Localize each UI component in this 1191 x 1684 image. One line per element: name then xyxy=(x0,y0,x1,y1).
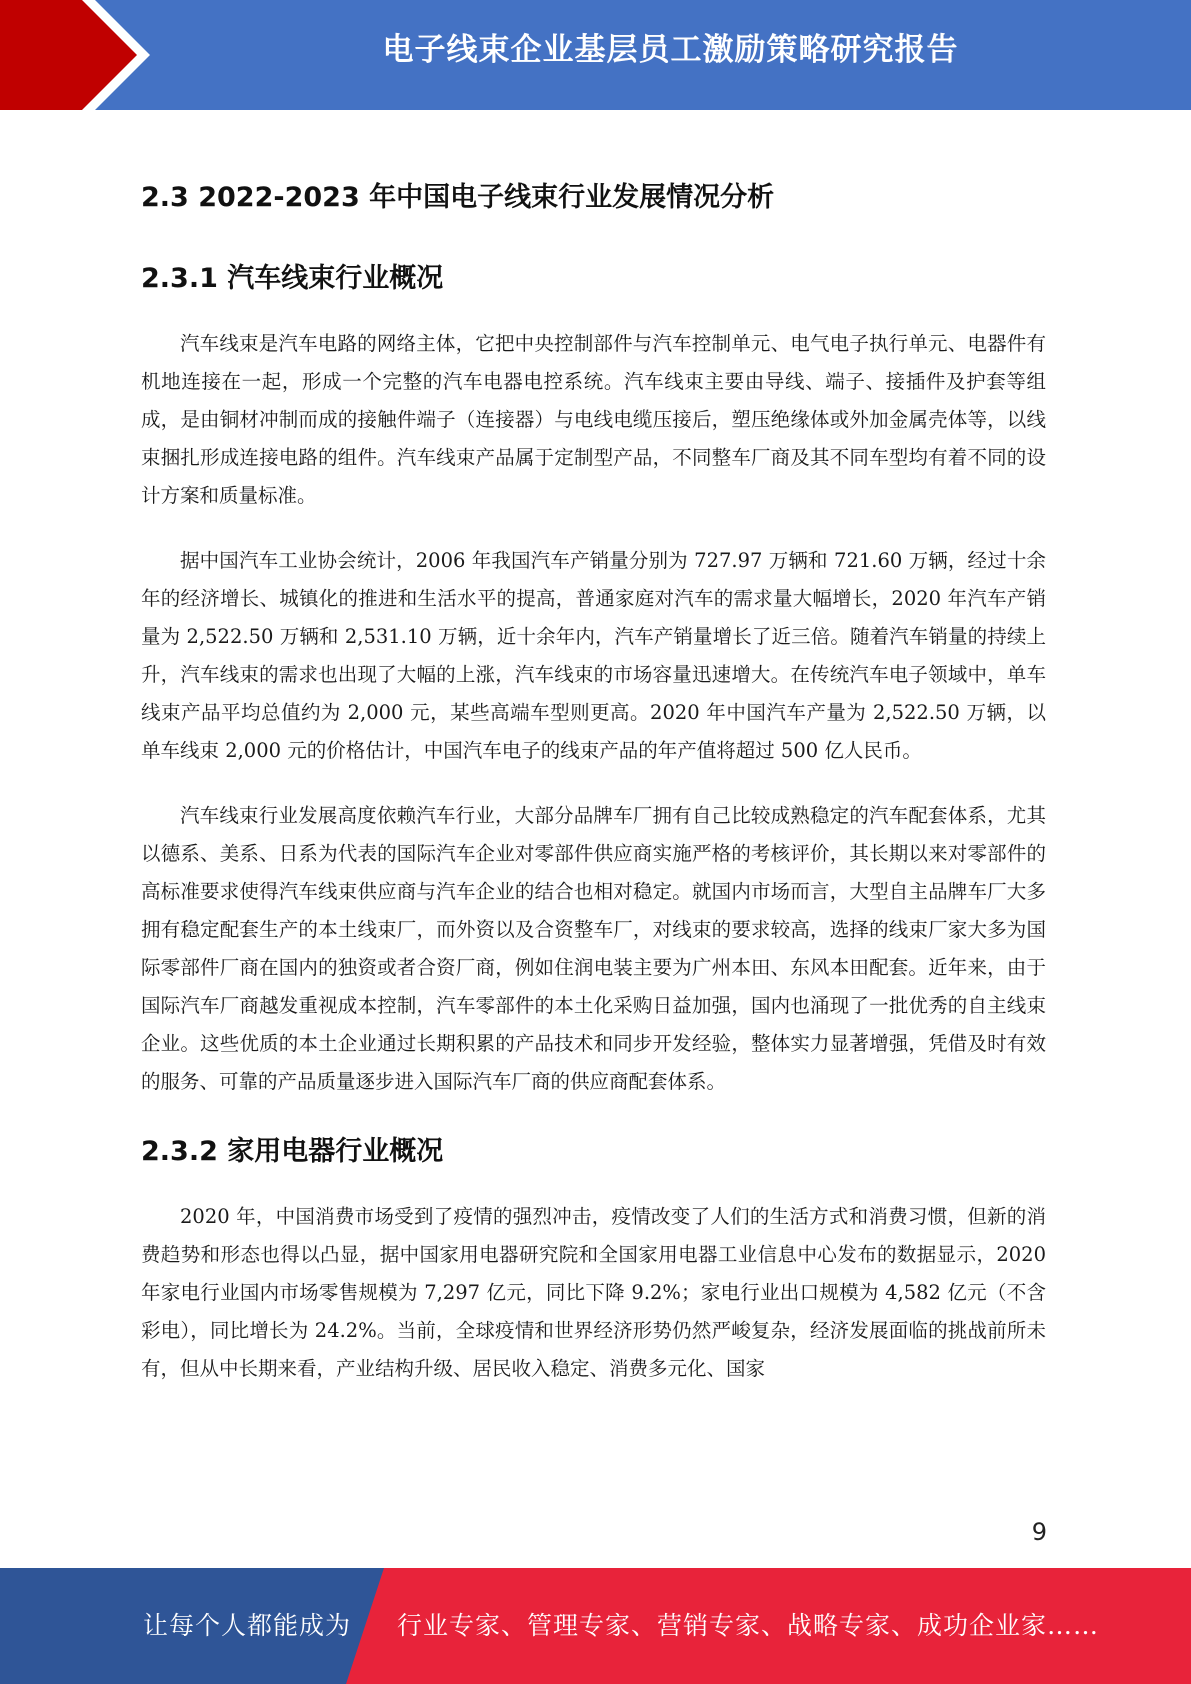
footer-slogan-left: 让每个人都能成为 xyxy=(143,1611,352,1640)
page-header xyxy=(0,0,1191,110)
page-content xyxy=(141,175,1046,1388)
header-red-arrow-accent xyxy=(0,0,150,110)
report-title: 电子线束企业基层员工激励策略研究报告 xyxy=(382,32,959,68)
footer-slogan-right: 行业专家、管理专家、营销专家、战略专家、成功企业家…… xyxy=(397,1611,1100,1640)
section-heading: 2.3 2022-2023 年中国电子线束行业发展情况分析 xyxy=(141,182,775,213)
paragraph: 汽车线束行业发展高度依赖汽车行业，大部分品牌车厂拥有自己比较成熟稳定的汽车配套体系，尤其以德系、美系、日系为代表的国际汽车企业对零部件供应商实施严格的考核评价，其长期以来对零部件的高标准要求使得汽车线束供应商与汽车企业的结合也相对稳定。就国内市场而言，大型自主品牌车厂大多拥有稳定配套生产的本土线束厂，而外资以及合资整车厂，对线束的要求较高，选择的线束厂家大多为国际零部件厂商在国内的独资或者合资厂商，例如住润电装主要为广州本田、东风本田配套。近年来，由于国际汽车厂商越发重视成本控制，汽车零部件的本土化采购日益加强，国内也涌现了一批优秀的自主线束企业。这些优质的本土企业通过长期积累的产品技术和同步开发经验，整体实力显著增强，凭借及时有效的服务、可靠的产品质量逐步进入国际汽车厂商的供应商配套体系。 xyxy=(141,804,1046,1093)
subsection-heading-automotive: 2.3.1 汽车线束行业概况 xyxy=(141,263,444,294)
paragraph: 2020 年，中国消费市场受到了疫情的强烈冲击，疫情改变了人们的生活方式和消费习惯，但新的消费趋势和形态也得以凸显，据中国家用电器研究院和全国家用电器工业信息中心发布的数据显示，2020 年家电行业国内市场零售规模为 7,297 亿元，同比下降 9.2%；家电行业出口规模为 4,582 亿元（不含彩电），同比增长为 24.2%。当前，全球疫情和世界经济形势仍然严峻复杂，经济发展面临的挑战前所未有，但从中长期来看，产业结构升级、居民收入稳定、消费多元化、国家 xyxy=(141,1205,1046,1380)
paragraph: 汽车线束是汽车电路的网络主体，它把中央控制部件与汽车控制单元、电气电子执行单元、电器件有机地连接在一起，形成一个完整的汽车电器电控系统。汽车线束主要由导线、端子、接插件及护套等组成，是由铜材冲制而成的接触件端子（连接器）与电线电缆压接后，塑压绝缘体或外加金属壳体等，以线束捆扎形成连接电路的组件。汽车线束产品属于定制型产品，不同整车厂商及其不同车型均有着不同的设计方案和质量标准。 xyxy=(141,332,1046,507)
page-number: 9 xyxy=(1031,1518,1047,1546)
subsection-heading-appliances: 2.3.2 家用电器行业概况 xyxy=(141,1136,444,1167)
page-footer xyxy=(0,1568,1191,1684)
paragraph: 据中国汽车工业协会统计，2006 年我国汽车产销量分别为 727.97 万辆和 721.60 万辆，经过十余年的经济增长、城镇化的推进和生活水平的提高，普通家庭对汽车的需求量大幅增长，2020 年汽车产销量为 2,522.50 万辆和 2,531.10 万辆，近十余年内，汽车产销量增长了近三倍。随着汽车销量的持续上升，汽车线束的需求也出现了大幅的上涨，汽车线束的市场容量迅速增大。在传统汽车电子领域中，单车线束产品平均总值约为 2,000 元，某些高端车型则更高。2020 年中国汽车产量为 2,522.50 万辆，以单车线束 2,000 元的价格估计，中国汽车电子的线束产品的年产值将超过 500 亿人民币。 xyxy=(141,549,1046,762)
